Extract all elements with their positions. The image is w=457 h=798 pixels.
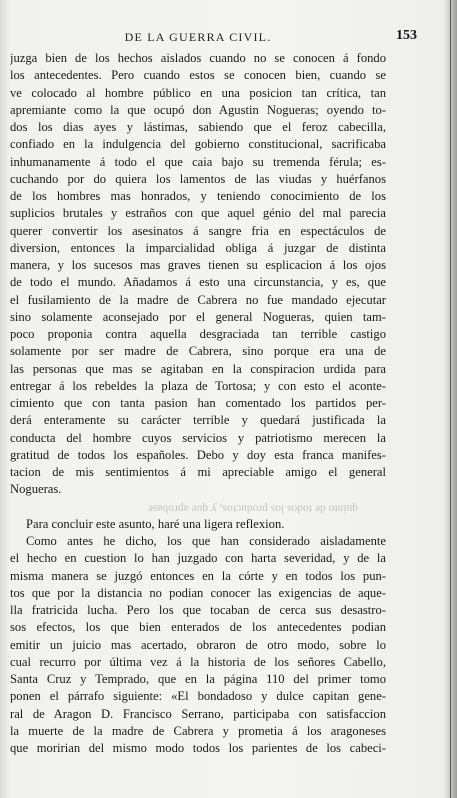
text-line: suplicios brutales y estraños con que aquel génio del mal parecia bbox=[10, 206, 386, 221]
text-line: poco proponia contra aquella desgraciada tan terrible castigo bbox=[10, 327, 386, 341]
text-line: Santa Cruz y Temprado, que en la página 110 del primer tomo bbox=[10, 672, 386, 686]
text-line: solamente por ser madre de Cabrera, sino porque era una de bbox=[10, 344, 386, 359]
text-line: inhumanamente á todo el que caia bajo su tremenda férula; es- bbox=[10, 154, 386, 169]
text-line: diversion, entonces la imparcialidad obliga á juzgar de distinta bbox=[10, 240, 386, 255]
text-line: la muerte de la madre de Cabrera y prometia á los aragoneses bbox=[10, 723, 386, 738]
page-number: 153 bbox=[396, 28, 417, 43]
text-line: querer convertir los asesinatos á sangre fria en espectáculos de bbox=[10, 223, 386, 238]
text-line: conducta del hombre cuyos servicios y patriotismo merecen la bbox=[10, 430, 386, 445]
text-line: el hecho en cuestion lo han juzgado con harta severidad, y de la bbox=[10, 551, 386, 566]
text-line: ral de Aragon D. Francisco Serrano, participaba con satisfaccion bbox=[10, 706, 386, 721]
text-line: Para concluir este asunto, haré una ligera reflexion. bbox=[26, 516, 285, 531]
text-line: cuchando por do quiera los lamentos de las viudas y huérfanos bbox=[10, 171, 386, 186]
text-line: el fusilamiento de la madre de Cabrera no fue mandado ejecutar bbox=[10, 292, 386, 307]
text-line: las personas que mas se agitaban en la conspiracion urdida para bbox=[10, 361, 386, 376]
text-line: derá enteramente su carácter terrible y quedará justificada la bbox=[10, 413, 386, 428]
text-line: misma manera se juzgó entonces en la córte y en todos los pun- bbox=[10, 568, 386, 583]
running-header: DE LA GUERRA CIVIL. bbox=[124, 30, 272, 44]
text-line: gratitud de todos los españoles. Debo y doy esta franca manifes- bbox=[10, 447, 386, 462]
text-line: lla fratricida lucha. Pero los que tocaban de cerca sus desastro- bbox=[10, 603, 386, 617]
text-line: Nogueras. bbox=[10, 482, 62, 497]
text-line: tos que por la distancia no podian conocer las exigencias de aque- bbox=[10, 585, 386, 600]
text-line: apremiante como la que ocupó don Agustin Nogueras; oyendo to- bbox=[10, 102, 386, 117]
text-line: manera, y los sucesos mas graves tienen su esplicacion á los ojos bbox=[10, 258, 386, 272]
text-line: emitir un juicio mas acertado, obraron de otro modo, sobre lo bbox=[10, 637, 386, 652]
text-line: ve colocado al hombre público en una posicion tan crítica, tan bbox=[10, 85, 386, 100]
text-line: sino solamente aconsejado por el general Nogueras, quien tam- bbox=[10, 309, 386, 324]
body-text bbox=[10, 50, 386, 757]
text-line: Como antes he dicho, los que han considerado aisladamente bbox=[26, 534, 386, 548]
page-edge-line bbox=[450, 0, 451, 798]
text-line: que moririan del mismo modo todos los parientes de los cabeci- bbox=[10, 741, 386, 755]
text-line: cual recurro por última vez á la historia de los señores Cabello, bbox=[10, 654, 386, 669]
bleed-through-text: quinto de todos los productos, y que aprobase bbox=[147, 501, 358, 514]
text-line: juzga bien de los hechos aislados cuando no se conocen á fondo bbox=[10, 51, 386, 65]
text-line: los antecedentes. Pero cuando estos se conocen bien, cuando se bbox=[10, 68, 386, 83]
text-line: de todo el mundo. Añadamos á esto una circunstancia, y es, que bbox=[10, 275, 386, 290]
text-line: de los hombres mas honrados, y teniendo conocimiento de los bbox=[10, 189, 386, 203]
text-line: cimiento que con tanta pasion han comentado los partidos per- bbox=[10, 396, 386, 410]
text-line: tacion de mis sentimientos á mi apreciable amigo el general bbox=[10, 465, 386, 479]
text-line: confiado en la indulgencia del gobierno constitucional, sacrificaba bbox=[10, 137, 386, 152]
text-line: entregar á los rebeldes la plaza de Tortosa; y con esto el aconte- bbox=[10, 378, 386, 393]
text-line: ponen el párrafo siguiente: «El bondadoso y dulce capitan gene- bbox=[10, 689, 386, 704]
text-line: sos efectos, los que bien enterados de los antecedentes podian bbox=[10, 620, 386, 635]
text-line: dos los dias ayes y lástimas, sabiendo que el feroz cabecilla, bbox=[10, 120, 386, 134]
